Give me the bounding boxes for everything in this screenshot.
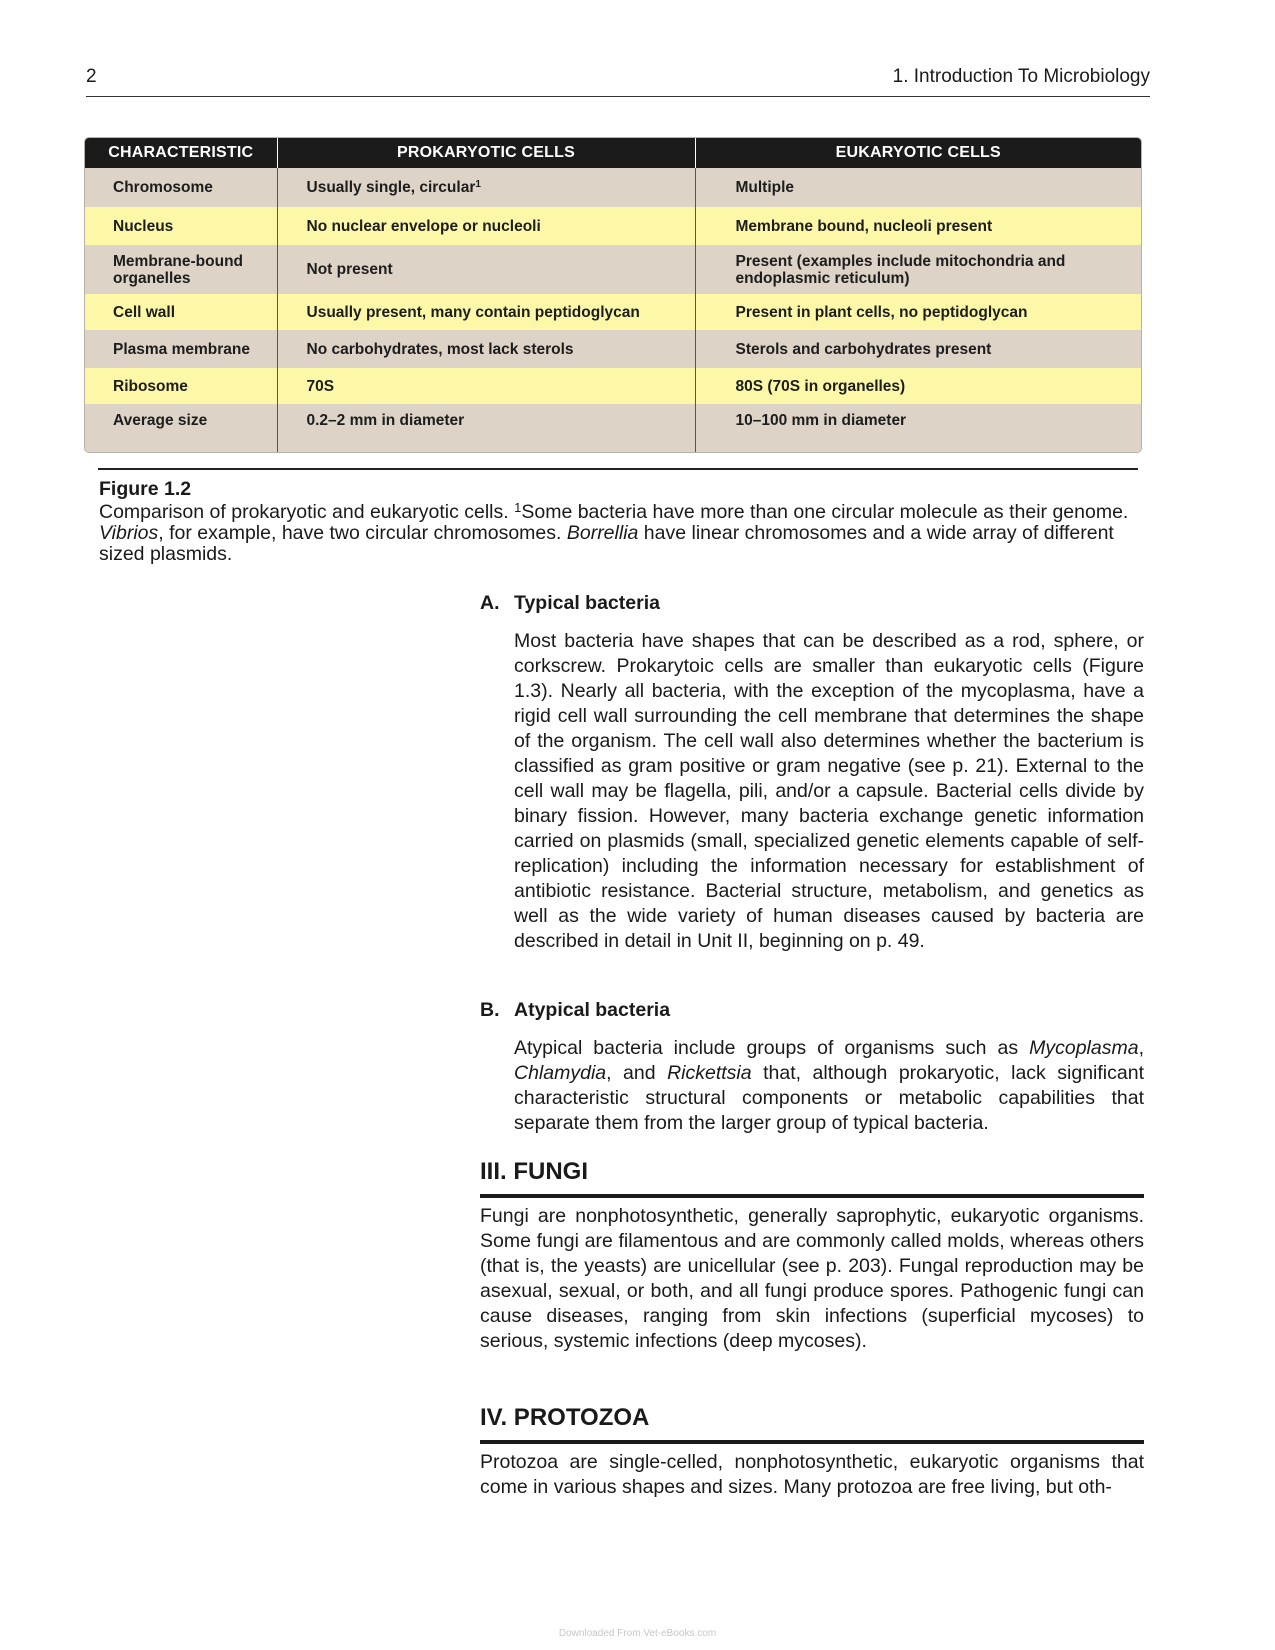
header-characteristic: CHARACTERISTIC — [85, 138, 277, 168]
row-eukaryotic: 80S (70S in organelles) — [695, 368, 1141, 404]
body-text: , — [1138, 1037, 1144, 1059]
table-row — [85, 294, 1141, 330]
section-protozoa-body: Protozoa are single-celled, nonphotosynthetic, eukaryotic organisms that come in various shapes and sizes. Many protozoa are free living, but oth- — [480, 1451, 1144, 1498]
subsection-b-heading — [480, 999, 670, 1022]
figure-caption — [99, 502, 1144, 565]
row-characteristic: Cell wall — [85, 294, 277, 330]
subsection-a-body: Most bacteria have shapes that can be described as a rod, sphere, or corkscrew. Prokarytoic cells are smaller than eukaryotic cells (Figure 1.3). Nearly all bacteria, with the exception of the mycoplasma, have a rigid cell wall surrounding the cell membrane that determines the shape of the organism. The cell wall also determines whether the bacterium is classified as gram positive or gram negative (see p. 21). External to the cell wall may be flagella, pili, and/or a capsule. Bacterial cells divide by binary fission. However, many bacteria exchange genetic information carried on plasmids (small, specialized genetic elements capable of self-replication) including the information necessary for establishment of antibiotic resistance. Bacterial structure, metabolism, and genetics as well as the wide variety of human diseases caused by bacteria are described in detail in Unit II, beginning on p. 49. — [514, 630, 1144, 952]
comparison-table — [85, 138, 1141, 452]
page-footer: Downloaded From Vet-eBooks.com — [558, 1628, 717, 1639]
subsection-title: Typical bacteria — [514, 592, 660, 614]
section-fungi-body: Fungi are nonphotosynthetic, generally saprophytic, eukaryotic organisms. Some fungi are filamentous and are commonly called molds, whereas others (that is, the yeasts) are unicellular (see p. 203). Fungal reproduction may be asexual, sexual, or both, and all fungi produce spores. Pathogenic fungi can cause diseases, ranging from skin infections (superficial mycoses) to serious, systemic infections (deep mycoses). — [480, 1205, 1144, 1352]
row-prokaryotic: No nuclear envelope or nucleoli — [277, 207, 695, 245]
figure-title: Figure 1.2 — [99, 478, 192, 500]
subsection-title: Atypical bacteria — [514, 999, 671, 1021]
footnote-marker: 1 — [475, 179, 481, 190]
caption-text: Some bacteria have more than one circular molecule as their genome. — [521, 501, 1129, 523]
row-characteristic: Chromosome — [85, 168, 277, 207]
row-prokaryotic: 0.2–2 mm in diameter — [277, 404, 695, 452]
caption-text: , for example, have two circular chromosomes. — [158, 522, 567, 544]
row-prokaryotic — [277, 168, 695, 207]
page-header — [86, 62, 1150, 97]
body-text: that, although prokaryotic, lack significant characteristic structural components or metabolic capabilities that separate them from the larger group of typical bacteria. — [514, 1062, 1144, 1134]
body-text: Atypical bacteria include groups of organisms such as — [514, 1037, 1030, 1059]
subsection-letter: B. — [480, 999, 500, 1021]
row-prokaryotic: Usually present, many contain peptidoglycan — [277, 294, 695, 330]
subsection-a-heading — [480, 592, 660, 615]
row-characteristic: Average size — [85, 404, 277, 452]
caption-text: Comparison of prokaryotic and eukaryotic cells. — [99, 501, 515, 523]
footnote-marker: 1 — [514, 500, 522, 515]
header-prokaryotic: PROKARYOTIC CELLS — [277, 138, 695, 168]
figure-rule — [98, 468, 1138, 470]
section-title: IV. PROTOZOA — [480, 1404, 650, 1431]
section-protozoa-heading — [480, 1400, 1144, 1444]
row-eukaryotic: 10–100 mm in diameter — [695, 404, 1141, 452]
subsection-letter: A. — [480, 592, 500, 614]
table-row — [85, 404, 1141, 452]
row-prokaryotic: Not present — [277, 245, 695, 294]
row-characteristic: Nucleus — [85, 207, 277, 245]
section-fungi-heading — [480, 1154, 1144, 1198]
row-eukaryotic: Sterols and carbohydrates present — [695, 330, 1141, 368]
body-italic: Mycoplasma — [1029, 1037, 1139, 1059]
caption-italic: Vibrios — [99, 522, 159, 544]
row-characteristic: Membrane-bound organelles — [85, 245, 277, 294]
table-row — [85, 368, 1141, 404]
row-eukaryotic: Present in plant cells, no peptidoglycan — [695, 294, 1141, 330]
body-italic: Rickettsia — [667, 1062, 752, 1084]
body-text: , and — [606, 1062, 668, 1084]
row-characteristic: Ribosome — [85, 368, 277, 404]
caption-text: have linear chromosomes and a wide array of different sized plasmids. — [99, 522, 1114, 565]
table-row — [85, 207, 1141, 245]
body-italic: Chlamydia — [514, 1062, 607, 1084]
row-prokaryotic: No carbohydrates, most lack sterols — [277, 330, 695, 368]
header-eukaryotic: EUKARYOTIC CELLS — [695, 138, 1141, 168]
subsection-b-body — [514, 1036, 1144, 1136]
row-eukaryotic: Present (examples include mitochondria and endoplasmic reticulum) — [695, 245, 1141, 294]
table-row — [85, 168, 1141, 207]
cell-text: Usually single, circular — [306, 179, 476, 196]
row-eukaryotic: Membrane bound, nucleoli present — [695, 207, 1141, 245]
row-characteristic: Plasma membrane — [85, 330, 277, 368]
chapter-title: 1. Introduction To Microbiology — [892, 66, 1150, 87]
section-title: III. FUNGI — [480, 1158, 588, 1185]
table-row — [85, 245, 1141, 294]
row-prokaryotic: 70S — [277, 368, 695, 404]
page-number: 2 — [86, 66, 97, 87]
table-header-row — [85, 138, 1141, 168]
row-eukaryotic: Multiple — [695, 168, 1141, 207]
table-row — [85, 330, 1141, 368]
caption-italic: Borrellia — [566, 522, 639, 544]
